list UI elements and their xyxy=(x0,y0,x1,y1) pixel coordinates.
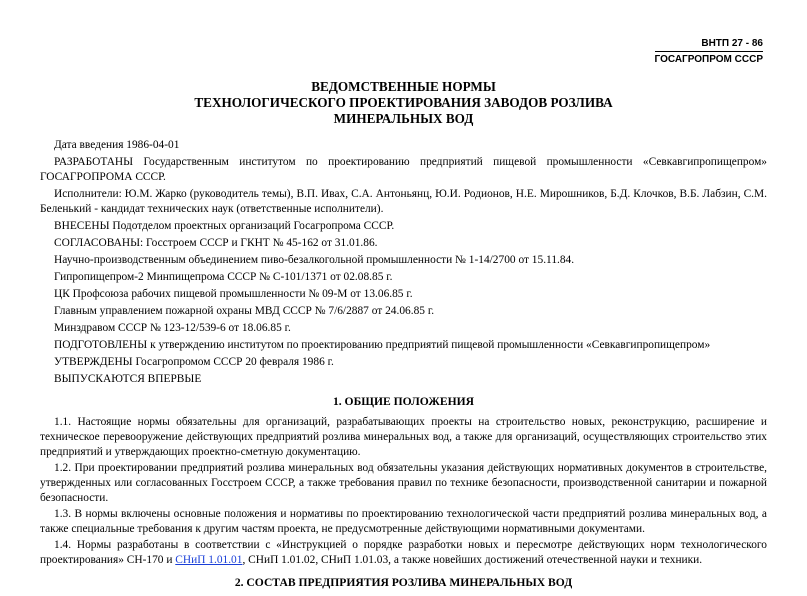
paragraph-1-4-text-end: , СНиП 1.01.02, СНиП 1.01.03, а также новейших достижений отечественной науки и техники. xyxy=(242,554,703,566)
effective-date: Дата введения 1986-04-01 xyxy=(54,139,180,151)
approval-npo: Научно-производственным объединением пиво-безалкогольной промышленности № 1-14/2700 от 15.11.84. xyxy=(54,254,575,266)
document-title xyxy=(0,79,807,127)
prepared-by: ПОДГОТОВЛЕНЫ к утверждению институтом по проектированию предприятий пищевой промышленности «Севкавгипропищепром» xyxy=(54,339,711,351)
title-line-1: ВЕДОМСТВЕННЫЕ НОРМЫ xyxy=(311,79,496,94)
approval-trade-union: ЦК Профсоюза рабочих пищевой промышленности № 09-М от 13.06.85 г. xyxy=(54,288,413,300)
approval-gipropishcheprom: Гипропищепром-2 Минпищепрома СССР № С-101/1371 от 02.08.85 г. xyxy=(54,271,393,283)
section-1-heading: 1. ОБЩИЕ ПОЛОЖЕНИЯ xyxy=(332,395,475,408)
issuing-authority: ГОСАГРОПРОМ СССР xyxy=(654,54,763,65)
authors: Исполнители: Ю.М. Жарко (руководитель темы), В.П. Ивах, С.А. Антоньянц, Ю.И. Родионов, Н.Е. Мирошников, Б.Д. Клочков, В.Б. Лабзин, С.М. Беленький - кандидат технических наук (ответственные исполнители). xyxy=(40,188,767,215)
paragraph-1-4-text-start: 1.4. Нормы разработаны в соответствии с «Инструкцией о порядке разработки новых и пересмотре действующих норм технологического проектирования» СН-170 и xyxy=(40,539,767,566)
developed-by: РАЗРАБОТАНЫ Государственным институтом по проектированию предприятий пищевой промышленности «Севкавгипропищепром» ГОСАГРОПРОМА СССР. xyxy=(40,156,767,183)
paragraph-1-3: 1.3. В нормы включены основные положения и нормативы по проектированию технологической части предприятий розлива минеральных вод, а также специальные требования к другим частям проекта, не предусмотренные действующими нормативными документами. xyxy=(40,508,767,535)
approval-fire-safety: Главным управлением пожарной охраны МВД СССР № 7/6/2887 от 24.06.85 г. xyxy=(54,305,435,317)
title-line-2: ТЕХНОЛОГИЧЕСКОГО ПРОЕКТИРОВАНИЯ ЗАВОДОВ РОЗЛИВА xyxy=(194,95,613,110)
title-line-3: МИНЕРАЛЬНЫХ ВОД xyxy=(333,111,474,126)
document-body xyxy=(40,138,767,596)
approved-by: УТВЕРЖДЕНЫ Госагропромом СССР 20 февраля 1986 г. xyxy=(54,356,334,368)
first-issue-note: ВЫПУСКАЮТСЯ ВПЕРВЫЕ xyxy=(54,373,202,385)
approval-gosstroy: СОГЛАСОВАНЫ: Госстроем СССР и ГКНТ № 45-162 от 31.01.86. xyxy=(54,237,378,249)
metadata-block xyxy=(40,138,767,387)
paragraph-1-2: 1.2. При проектировании предприятий розлива минеральных вод обязательны указания действующих нормативных документов в строительстве, утвержденных или согласованных Госстроем СССР, а также требования правил по технике безопасности, производственной санитарии и пожарной безопасности. xyxy=(40,462,767,504)
document-code-box xyxy=(655,37,763,66)
paragraph-1-1: 1.1. Настоящие нормы обязательны для организаций, разрабатывающих проекты на строительство новых, реконструкцию, расширение и техническое перевооружение действующих предприятий розлива минеральных вод, а также для организаций, осуществляющих строительство этих предприятий и утверждающих проектно-сметную документацию. xyxy=(40,416,767,458)
approval-health-ministry: Минздравом СССР № 123-12/539-6 от 18.06.85 г. xyxy=(54,322,291,334)
snip-1-01-01-link[interactable]: СНиП 1.01.01 xyxy=(175,554,243,566)
section-2-heading: 2. СОСТАВ ПРЕДПРИЯТИЯ РОЗЛИВА МИНЕРАЛЬНЫХ ВОД xyxy=(234,576,573,589)
paragraph-1-4 xyxy=(40,538,767,568)
submitted-by: ВНЕСЕНЫ Подотделом проектных организаций Госагропрома СССР. xyxy=(54,220,395,232)
document-code: ВНТП 27 - 86 xyxy=(655,37,763,52)
